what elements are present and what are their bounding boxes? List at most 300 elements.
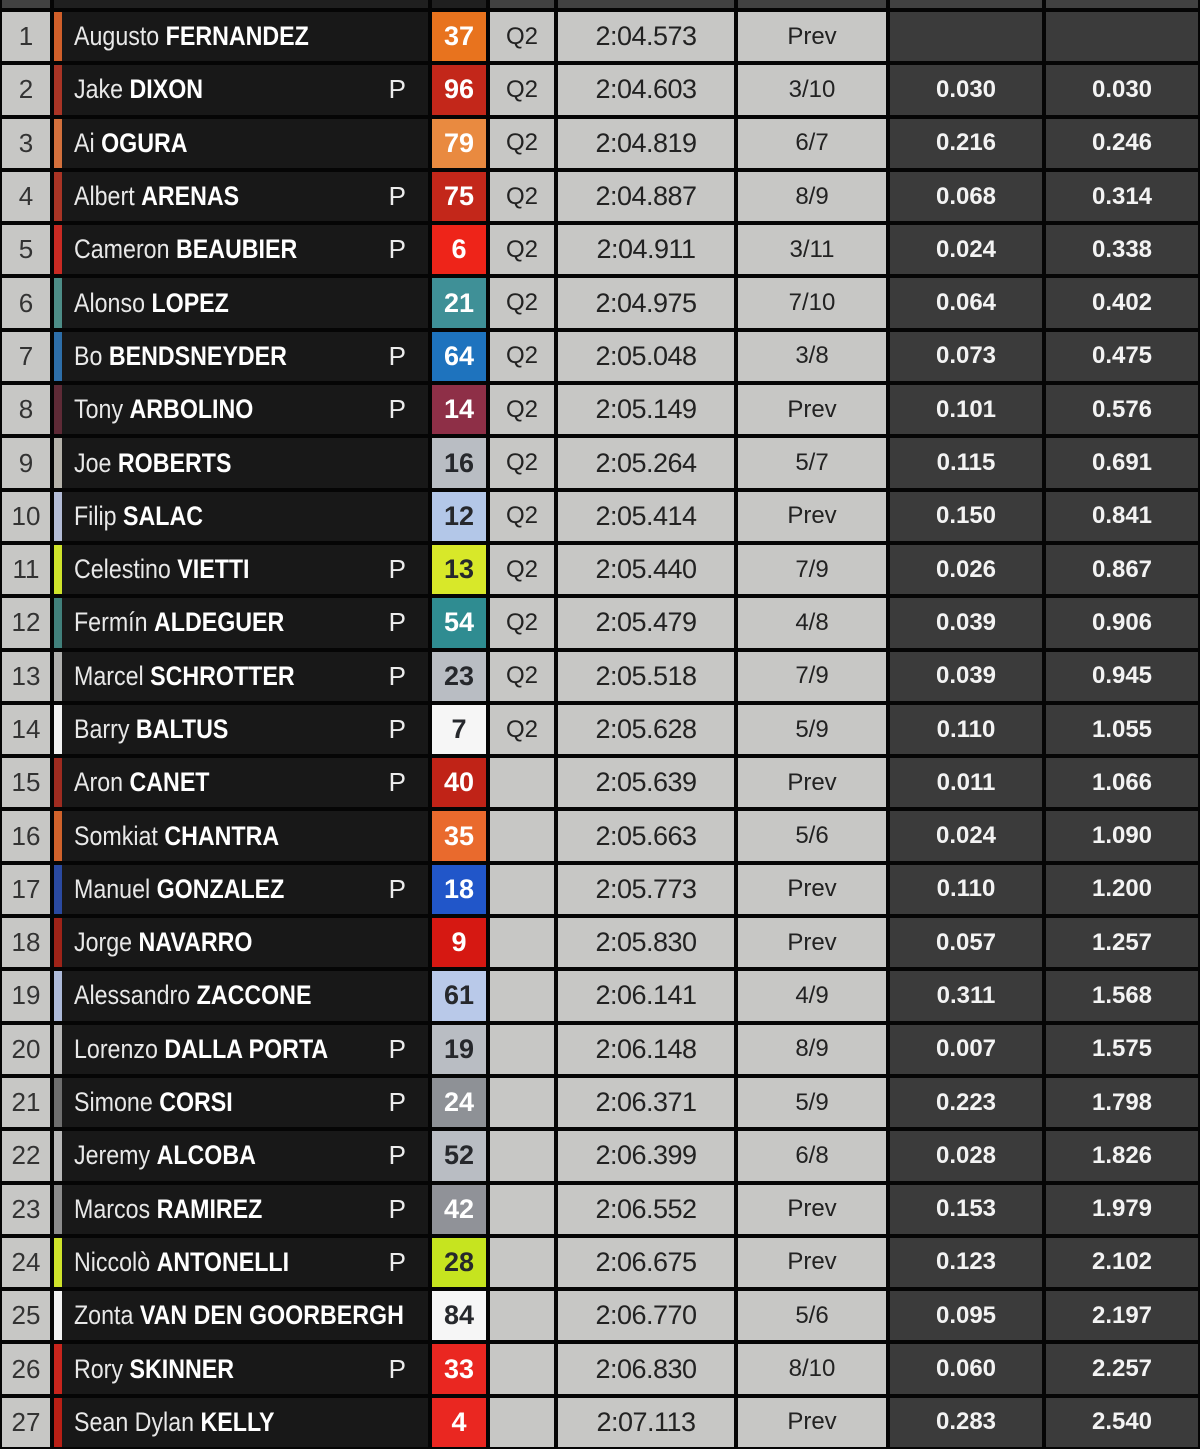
team-color-bar bbox=[54, 1344, 62, 1393]
lap-count-cell: Prev bbox=[738, 918, 886, 967]
gap-to-previous-cell: 0.039 bbox=[890, 598, 1042, 647]
rider-number-badge: 23 bbox=[432, 652, 486, 701]
lap-time-cell: 2:05.628 bbox=[558, 705, 734, 754]
gap-to-previous-cell bbox=[890, 12, 1042, 61]
team-color-bar bbox=[54, 918, 62, 967]
rider-last-name: SCHROTTER bbox=[150, 660, 295, 691]
gap-to-previous-cell: 0.101 bbox=[890, 385, 1042, 434]
rider-name bbox=[74, 394, 253, 425]
session-cell: Q2 bbox=[490, 278, 554, 327]
session-cell: Q2 bbox=[490, 598, 554, 647]
team-color-bar bbox=[54, 65, 62, 114]
p-marker: P bbox=[388, 74, 406, 105]
gap-to-previous-cell: 0.024 bbox=[890, 811, 1042, 860]
rider-last-name: ANTONELLI bbox=[156, 1246, 290, 1277]
rider-name-cell bbox=[54, 65, 428, 114]
p-marker: P bbox=[388, 714, 406, 744]
rider-name bbox=[74, 74, 203, 105]
rider-name bbox=[74, 927, 252, 958]
gap-to-leader-cell bbox=[1046, 12, 1198, 61]
rider-last-name: CHANTRA bbox=[164, 820, 280, 851]
rider-name bbox=[74, 1194, 262, 1225]
rider-number-badge: 64 bbox=[432, 332, 486, 381]
lap-count-cell: 8/9 bbox=[738, 172, 886, 221]
gap-to-leader-cell: 1.200 bbox=[1046, 865, 1198, 914]
rider-row[interactable] bbox=[2, 1131, 1198, 1180]
rider-last-name: RAMIREZ bbox=[156, 1193, 263, 1224]
lap-count-cell: 4/9 bbox=[738, 971, 886, 1020]
rider-name-cell bbox=[54, 12, 428, 61]
rider-last-name: KELLY bbox=[200, 1406, 275, 1437]
rider-row[interactable] bbox=[2, 705, 1198, 754]
position: 21 bbox=[2, 1078, 50, 1127]
rider-row[interactable] bbox=[2, 492, 1198, 541]
rider-first-name: Manuel bbox=[74, 873, 157, 904]
p-marker: P bbox=[388, 1087, 406, 1118]
rider-number-badge: 35 bbox=[432, 811, 486, 860]
rider-name-cell bbox=[54, 865, 428, 914]
team-color-bar bbox=[54, 545, 62, 594]
lap-time-cell: 2:05.048 bbox=[558, 332, 734, 381]
team-color-bar bbox=[54, 1025, 62, 1074]
lap-count-cell: 3/11 bbox=[738, 225, 886, 274]
rider-row[interactable] bbox=[2, 811, 1198, 860]
rider-name bbox=[74, 1407, 274, 1438]
position: 1 bbox=[2, 12, 50, 61]
gap-to-previous-cell: 0.030 bbox=[890, 65, 1042, 114]
rider-name bbox=[74, 1140, 256, 1171]
session-cell: Q2 bbox=[490, 492, 554, 541]
rider-name bbox=[74, 288, 229, 319]
rider-row[interactable] bbox=[2, 1185, 1198, 1234]
position: 8 bbox=[2, 385, 50, 434]
rider-row[interactable] bbox=[2, 545, 1198, 594]
rider-number-badge: 12 bbox=[432, 492, 486, 541]
gap-to-previous-cell: 0.216 bbox=[890, 119, 1042, 168]
rider-first-name: Zonta bbox=[74, 1300, 140, 1331]
lap-count-cell: 5/9 bbox=[738, 1078, 886, 1127]
lap-count-cell: 5/7 bbox=[738, 438, 886, 487]
lap-time-cell: 2:05.414 bbox=[558, 492, 734, 541]
team-color-bar bbox=[54, 438, 62, 487]
rider-name bbox=[74, 661, 295, 692]
position: 5 bbox=[2, 225, 50, 274]
rider-row[interactable] bbox=[2, 1078, 1198, 1127]
rider-first-name: Cameron bbox=[74, 234, 176, 265]
header-remnant-pos bbox=[2, 0, 50, 8]
rider-name bbox=[74, 874, 284, 905]
session-cell bbox=[490, 1078, 554, 1127]
team-color-bar bbox=[54, 598, 62, 647]
position: 9 bbox=[2, 438, 50, 487]
team-color-bar bbox=[54, 971, 62, 1020]
lap-count-cell: Prev bbox=[738, 385, 886, 434]
gap-to-previous-cell: 0.150 bbox=[890, 492, 1042, 541]
gap-to-leader-cell: 1.826 bbox=[1046, 1131, 1198, 1180]
p-marker: P bbox=[388, 607, 406, 638]
session-cell: Q2 bbox=[490, 385, 554, 434]
rider-name-cell bbox=[54, 1238, 428, 1287]
lap-time-cell: 2:06.371 bbox=[558, 1078, 734, 1127]
rider-name-cell bbox=[54, 1078, 428, 1127]
rider-last-name: VAN DEN GOORBERGH bbox=[139, 1300, 404, 1331]
position: 16 bbox=[2, 811, 50, 860]
gap-to-previous-cell: 0.057 bbox=[890, 918, 1042, 967]
position: 20 bbox=[2, 1025, 50, 1074]
gap-to-previous-cell: 0.110 bbox=[890, 705, 1042, 754]
gap-to-previous-cell: 0.028 bbox=[890, 1131, 1042, 1180]
p-marker: P bbox=[388, 1140, 406, 1171]
gap-to-previous-cell: 0.311 bbox=[890, 971, 1042, 1020]
rider-name bbox=[74, 448, 231, 479]
rider-row[interactable] bbox=[2, 172, 1198, 221]
lap-time-cell: 2:06.399 bbox=[558, 1131, 734, 1180]
lap-time-cell: 2:06.148 bbox=[558, 1025, 734, 1074]
position: 17 bbox=[2, 865, 50, 914]
rider-number-badge: 13 bbox=[432, 545, 486, 594]
rider-last-name: FERNANDEZ bbox=[165, 21, 309, 52]
gap-to-previous-cell: 0.153 bbox=[890, 1185, 1042, 1234]
lap-count-cell: Prev bbox=[738, 758, 886, 807]
gap-to-leader-cell: 1.798 bbox=[1046, 1078, 1198, 1127]
position: 22 bbox=[2, 1131, 50, 1180]
rider-first-name: Augusto bbox=[74, 21, 166, 52]
session-cell bbox=[490, 1291, 554, 1340]
rider-first-name: Barry bbox=[74, 714, 136, 744]
team-color-bar bbox=[54, 1291, 62, 1340]
gap-to-previous-cell: 0.039 bbox=[890, 652, 1042, 701]
rider-row[interactable] bbox=[2, 918, 1198, 967]
header-remnant-lap bbox=[738, 0, 886, 8]
p-marker: P bbox=[388, 340, 406, 371]
lap-time-cell: 2:04.911 bbox=[558, 225, 734, 274]
gap-to-leader-cell: 0.841 bbox=[1046, 492, 1198, 541]
lap-time-cell: 2:05.479 bbox=[558, 598, 734, 647]
team-color-bar bbox=[54, 225, 62, 274]
rider-first-name: Jorge bbox=[74, 927, 139, 958]
gap-to-previous-cell: 0.110 bbox=[890, 865, 1042, 914]
team-color-bar bbox=[54, 865, 62, 914]
p-marker: P bbox=[388, 1246, 406, 1277]
lap-count-cell: 8/9 bbox=[738, 1025, 886, 1074]
rider-first-name: Bo bbox=[74, 340, 109, 371]
rider-number-badge: 75 bbox=[432, 172, 486, 221]
lap-count-cell: 6/7 bbox=[738, 119, 886, 168]
rider-row[interactable] bbox=[2, 1344, 1198, 1393]
lap-count-cell: 7/9 bbox=[738, 652, 886, 701]
session-cell bbox=[490, 758, 554, 807]
rider-name bbox=[74, 234, 297, 265]
rider-row[interactable] bbox=[2, 1291, 1198, 1340]
rider-last-name: BEAUBIER bbox=[175, 234, 298, 265]
lap-count-cell: Prev bbox=[738, 1238, 886, 1287]
rider-last-name: VIETTI bbox=[177, 554, 250, 585]
rider-first-name: Joe bbox=[74, 447, 118, 478]
gap-to-previous-cell: 0.223 bbox=[890, 1078, 1042, 1127]
team-color-bar bbox=[54, 811, 62, 860]
rider-first-name: Alonso bbox=[74, 287, 152, 318]
lap-count-cell: 8/10 bbox=[738, 1344, 886, 1393]
gap-to-previous-cell: 0.115 bbox=[890, 438, 1042, 487]
gap-to-leader-cell: 0.867 bbox=[1046, 545, 1198, 594]
rider-name-cell bbox=[54, 545, 428, 594]
session-cell bbox=[490, 1131, 554, 1180]
rider-number-badge: 37 bbox=[432, 12, 486, 61]
rider-name-cell bbox=[54, 492, 428, 541]
lap-count-cell: 6/8 bbox=[738, 1131, 886, 1180]
rider-row[interactable] bbox=[2, 971, 1198, 1020]
gap-to-leader-cell: 2.257 bbox=[1046, 1344, 1198, 1393]
session-cell bbox=[490, 1238, 554, 1287]
rider-number-badge: 4 bbox=[432, 1398, 486, 1447]
team-color-bar bbox=[54, 652, 62, 701]
lap-count-cell: 7/10 bbox=[738, 278, 886, 327]
session-cell: Q2 bbox=[490, 119, 554, 168]
rider-row[interactable] bbox=[2, 438, 1198, 487]
lap-time-cell: 2:06.830 bbox=[558, 1344, 734, 1393]
gap-to-leader-cell: 1.090 bbox=[1046, 811, 1198, 860]
lap-count-cell: Prev bbox=[738, 492, 886, 541]
rider-name-cell bbox=[54, 1344, 428, 1393]
gap-to-leader-cell: 1.066 bbox=[1046, 758, 1198, 807]
lap-time-cell: 2:07.113 bbox=[558, 1398, 734, 1447]
rider-number-badge: 52 bbox=[432, 1131, 486, 1180]
team-color-bar bbox=[54, 385, 62, 434]
rider-first-name: Jeremy bbox=[74, 1140, 157, 1171]
rider-last-name: ALDEGUER bbox=[153, 607, 285, 638]
gap-to-previous-cell: 0.024 bbox=[890, 225, 1042, 274]
session-cell: Q2 bbox=[490, 65, 554, 114]
rider-first-name: Alessandro bbox=[74, 980, 197, 1011]
rider-row[interactable] bbox=[2, 65, 1198, 114]
p-marker: P bbox=[388, 660, 406, 691]
rider-last-name: ARENAS bbox=[141, 181, 240, 212]
gap-to-leader-cell: 0.402 bbox=[1046, 278, 1198, 327]
gap-to-leader-cell: 0.691 bbox=[1046, 438, 1198, 487]
session-cell bbox=[490, 811, 554, 860]
rider-name bbox=[74, 21, 309, 52]
lap-time-cell: 2:05.663 bbox=[558, 811, 734, 860]
session-cell bbox=[490, 1185, 554, 1234]
rider-last-name: ZACCONE bbox=[196, 980, 312, 1011]
rider-row[interactable] bbox=[2, 225, 1198, 274]
header-remnant-gap-prev bbox=[890, 0, 1042, 8]
team-color-bar bbox=[54, 1185, 62, 1234]
lap-time-cell: 2:04.887 bbox=[558, 172, 734, 221]
gap-to-previous-cell: 0.095 bbox=[890, 1291, 1042, 1340]
rider-first-name: Somkiat bbox=[74, 820, 165, 851]
lap-count-cell: 4/8 bbox=[738, 598, 886, 647]
team-color-bar bbox=[54, 278, 62, 327]
rider-row[interactable] bbox=[2, 1238, 1198, 1287]
gap-to-leader-cell: 0.030 bbox=[1046, 65, 1198, 114]
lap-time-cell: 2:05.264 bbox=[558, 438, 734, 487]
lap-time-cell: 2:05.518 bbox=[558, 652, 734, 701]
position: 19 bbox=[2, 971, 50, 1020]
gap-to-previous-cell: 0.064 bbox=[890, 278, 1042, 327]
header-remnant-name bbox=[54, 0, 428, 8]
rider-row[interactable] bbox=[2, 652, 1198, 701]
lap-time-cell: 2:05.773 bbox=[558, 865, 734, 914]
rider-number-badge: 9 bbox=[432, 918, 486, 967]
rider-row[interactable] bbox=[2, 12, 1198, 61]
rider-number-badge: 42 bbox=[432, 1185, 486, 1234]
gap-to-leader-cell: 1.257 bbox=[1046, 918, 1198, 967]
gap-to-previous-cell: 0.011 bbox=[890, 758, 1042, 807]
team-color-bar bbox=[54, 758, 62, 807]
lap-count-cell: 5/9 bbox=[738, 705, 886, 754]
team-color-bar bbox=[54, 172, 62, 221]
rider-number-badge: 28 bbox=[432, 1238, 486, 1287]
rider-first-name: Filip bbox=[74, 500, 124, 531]
position: 11 bbox=[2, 545, 50, 594]
rider-first-name: Niccolò bbox=[74, 1246, 157, 1277]
rider-number-badge: 6 bbox=[432, 225, 486, 274]
lap-count-cell: 7/9 bbox=[738, 545, 886, 594]
gap-to-leader-cell: 1.979 bbox=[1046, 1185, 1198, 1234]
rider-name-cell bbox=[54, 758, 428, 807]
rider-name bbox=[74, 714, 228, 745]
session-cell bbox=[490, 971, 554, 1020]
session-cell: Q2 bbox=[490, 332, 554, 381]
session-cell: Q2 bbox=[490, 225, 554, 274]
rider-row[interactable] bbox=[2, 119, 1198, 168]
rider-first-name: Simone bbox=[74, 1087, 160, 1118]
lap-time-cell: 2:06.552 bbox=[558, 1185, 734, 1234]
session-cell bbox=[490, 918, 554, 967]
position: 6 bbox=[2, 278, 50, 327]
rider-number-badge: 79 bbox=[432, 119, 486, 168]
team-color-bar bbox=[54, 1078, 62, 1127]
gap-to-previous-cell: 0.073 bbox=[890, 332, 1042, 381]
session-cell bbox=[490, 1344, 554, 1393]
rider-first-name: Jake bbox=[74, 74, 130, 105]
rider-last-name: SALAC bbox=[123, 500, 204, 531]
team-color-bar bbox=[54, 1398, 62, 1447]
rider-row[interactable] bbox=[2, 1398, 1198, 1447]
lap-time-cell: 2:05.440 bbox=[558, 545, 734, 594]
rider-row[interactable] bbox=[2, 385, 1198, 434]
rider-row[interactable] bbox=[2, 758, 1198, 807]
gap-to-previous-cell: 0.283 bbox=[890, 1398, 1042, 1447]
rider-name bbox=[74, 341, 287, 372]
rider-first-name: Aron bbox=[74, 767, 130, 798]
rider-number-badge: 7 bbox=[432, 705, 486, 754]
position: 26 bbox=[2, 1344, 50, 1393]
rider-last-name: GONZALEZ bbox=[156, 873, 285, 904]
gap-to-leader-cell: 1.568 bbox=[1046, 971, 1198, 1020]
rider-name bbox=[74, 607, 284, 638]
rider-name-cell bbox=[54, 1185, 428, 1234]
rider-last-name: BALTUS bbox=[135, 714, 229, 744]
rider-first-name: Ai bbox=[74, 127, 102, 158]
rider-number-badge: 96 bbox=[432, 65, 486, 114]
lap-time-cell: 2:04.573 bbox=[558, 12, 734, 61]
gap-to-previous-cell: 0.007 bbox=[890, 1025, 1042, 1074]
rider-last-name: BENDSNEYDER bbox=[108, 340, 287, 371]
rider-number-badge: 84 bbox=[432, 1291, 486, 1340]
rider-row[interactable] bbox=[2, 278, 1198, 327]
gap-to-previous-cell: 0.068 bbox=[890, 172, 1042, 221]
p-marker: P bbox=[388, 767, 406, 798]
rider-row[interactable] bbox=[2, 598, 1198, 647]
position: 2 bbox=[2, 65, 50, 114]
rider-row[interactable] bbox=[2, 332, 1198, 381]
lap-time-cell: 2:05.149 bbox=[558, 385, 734, 434]
position: 12 bbox=[2, 598, 50, 647]
rider-last-name: ALCOBA bbox=[156, 1140, 256, 1171]
position: 25 bbox=[2, 1291, 50, 1340]
team-color-bar bbox=[54, 12, 62, 61]
rider-name-cell bbox=[54, 652, 428, 701]
lap-time-cell: 2:06.770 bbox=[558, 1291, 734, 1340]
rider-row[interactable] bbox=[2, 865, 1198, 914]
rider-row[interactable] bbox=[2, 1025, 1198, 1074]
rider-name-cell bbox=[54, 971, 428, 1020]
rider-last-name: OGURA bbox=[101, 127, 188, 158]
rider-number-badge: 33 bbox=[432, 1344, 486, 1393]
rider-last-name: LOPEZ bbox=[151, 287, 229, 318]
lap-count-cell: Prev bbox=[738, 1398, 886, 1447]
rider-name-cell bbox=[54, 918, 428, 967]
rider-number-badge: 21 bbox=[432, 278, 486, 327]
gap-to-leader-cell: 0.576 bbox=[1046, 385, 1198, 434]
position: 3 bbox=[2, 119, 50, 168]
lap-time-cell: 2:04.975 bbox=[558, 278, 734, 327]
rider-first-name: Rory bbox=[74, 1353, 130, 1384]
team-color-bar bbox=[54, 492, 62, 541]
rider-name bbox=[74, 980, 311, 1011]
rider-last-name: NAVARRO bbox=[138, 927, 253, 958]
rider-name-cell bbox=[54, 1291, 428, 1340]
gap-to-leader-cell: 0.475 bbox=[1046, 332, 1198, 381]
rider-number-badge: 24 bbox=[432, 1078, 486, 1127]
lap-time-cell: 2:05.639 bbox=[558, 758, 734, 807]
rider-name bbox=[74, 181, 239, 212]
rider-name-cell bbox=[54, 385, 428, 434]
lap-count-cell: Prev bbox=[738, 12, 886, 61]
rider-name bbox=[74, 1300, 404, 1331]
lap-time-cell: 2:06.675 bbox=[558, 1238, 734, 1287]
session-cell: Q2 bbox=[490, 172, 554, 221]
position: 13 bbox=[2, 652, 50, 701]
lap-count-cell: 5/6 bbox=[738, 811, 886, 860]
rider-name bbox=[74, 1354, 234, 1385]
lap-count-cell: 5/6 bbox=[738, 1291, 886, 1340]
rider-number-badge: 40 bbox=[432, 758, 486, 807]
rider-name-cell bbox=[54, 811, 428, 860]
rider-name-cell bbox=[54, 705, 428, 754]
rider-number-badge: 54 bbox=[432, 598, 486, 647]
gap-to-leader-cell: 2.540 bbox=[1046, 1398, 1198, 1447]
header-remnant bbox=[2, 0, 1198, 8]
gap-to-previous-cell: 0.060 bbox=[890, 1344, 1042, 1393]
lap-time-cell: 2:05.830 bbox=[558, 918, 734, 967]
gap-to-previous-cell: 0.123 bbox=[890, 1238, 1042, 1287]
rider-last-name: DIXON bbox=[129, 74, 204, 105]
rider-name bbox=[74, 128, 188, 159]
rider-name bbox=[74, 501, 203, 532]
lap-count-cell: Prev bbox=[738, 865, 886, 914]
rider-number-badge: 16 bbox=[432, 438, 486, 487]
rider-number-badge: 18 bbox=[432, 865, 486, 914]
lap-time-cell: 2:06.141 bbox=[558, 971, 734, 1020]
p-marker: P bbox=[388, 873, 406, 904]
rider-first-name: Marcel bbox=[74, 660, 151, 691]
p-marker: P bbox=[388, 234, 406, 265]
lap-count-cell: 3/10 bbox=[738, 65, 886, 114]
session-cell: Q2 bbox=[490, 705, 554, 754]
